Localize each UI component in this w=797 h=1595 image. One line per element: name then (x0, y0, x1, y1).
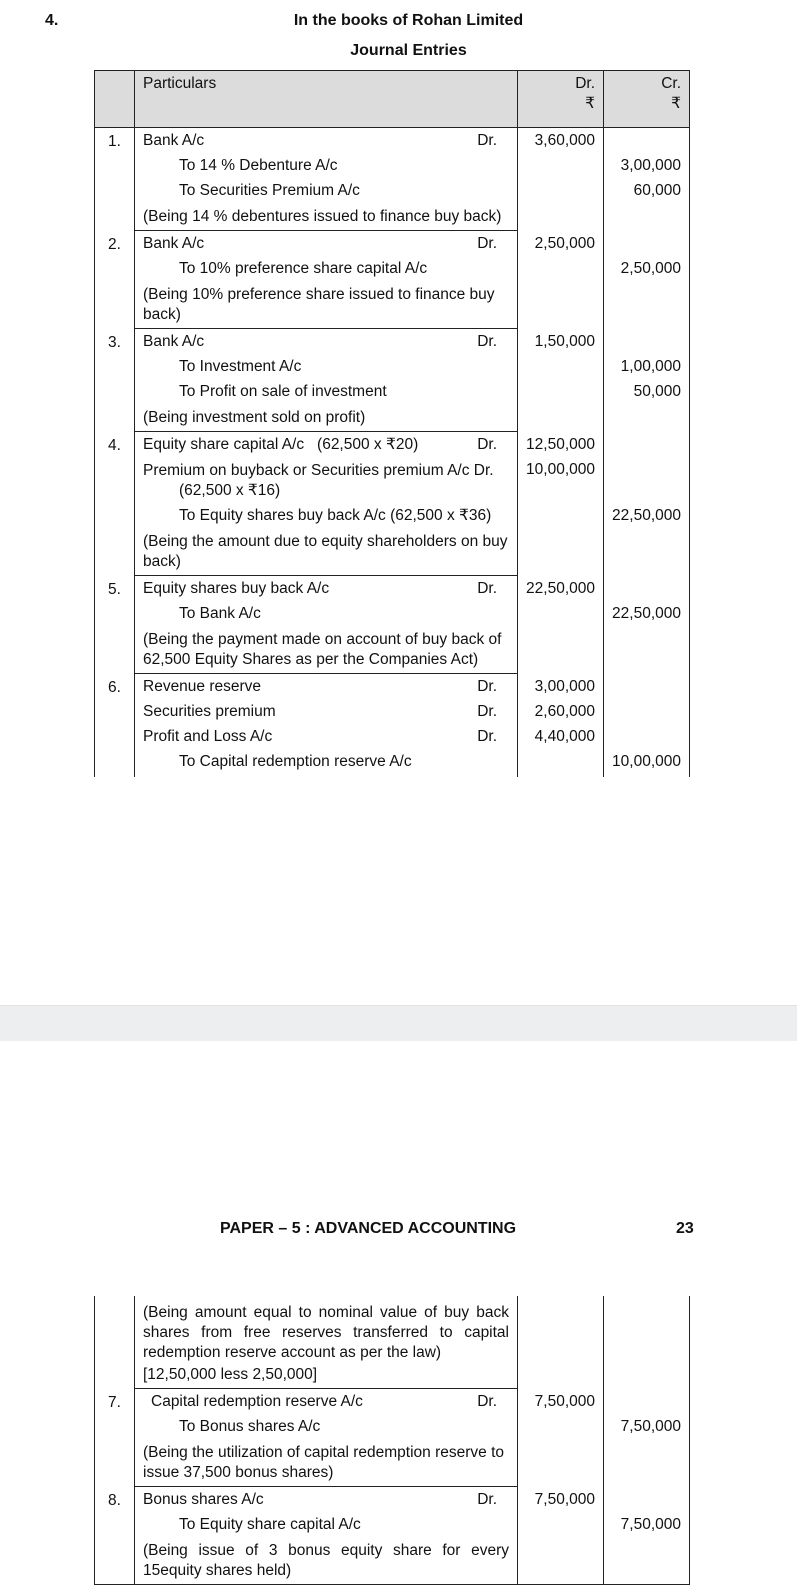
debit-amounts: 3,00,000 2,60,000 4,40,000 (518, 674, 604, 778)
entry-particulars (135, 1389, 518, 1487)
journal-entry (95, 329, 690, 432)
entry-number: 3. (95, 329, 135, 432)
credit-amounts (604, 1296, 690, 1389)
cr-header: Cr. ₹ (604, 71, 690, 128)
narration: (Being investment sold on profit) (143, 409, 366, 426)
credit-account: To Profit on sale of investment (179, 383, 387, 400)
narration: (Being 10% preference share issued to finance buy back) (143, 286, 495, 323)
credit-account: To Capital redemption reserve A/c (179, 753, 412, 770)
debit-amounts: 7,50,000 (518, 1487, 604, 1585)
debit-amounts: 3,60,000 (518, 128, 604, 231)
dr-mark: Dr. (477, 132, 497, 149)
debit-account: Bank A/c (143, 235, 205, 252)
entry-number: 7. (95, 1389, 135, 1487)
journal-entry (95, 1487, 690, 1585)
dr-mark: Dr. (477, 1393, 497, 1410)
entry-number: 4. (95, 432, 135, 576)
debit-account: Bank A/c (143, 333, 205, 350)
credit-amounts: 3,00,000 60,000 (604, 128, 690, 231)
dr-header: Dr. ₹ (518, 71, 604, 128)
credit-amounts: 7,50,000 (604, 1389, 690, 1487)
narration: (Being amount equal to nominal value of buy back shares from free reserves transferred to capital redemption reserve account as per the law) (143, 1304, 509, 1361)
dr-mark: Dr. (477, 678, 497, 695)
debit-amounts: 12,50,000 10,00,000 (518, 432, 604, 576)
entry-particulars (135, 329, 518, 432)
credit-account: To Bonus shares A/c (179, 1418, 321, 1435)
dr-mark: Dr. (477, 728, 497, 745)
narration: (Being the utilization of capital redemption reserve to issue 37,500 bonus shares) (143, 1444, 505, 1481)
entry-number: 8. (95, 1487, 135, 1585)
entry-number: 6. (95, 674, 135, 778)
entry-number: 2. (95, 231, 135, 329)
page-header-title: PAPER – 5 : ADVANCED ACCOUNTING (220, 1220, 517, 1237)
entry-particulars (135, 128, 518, 231)
credit-account: To Equity share capital A/c (179, 1516, 361, 1533)
entry-particulars (135, 432, 518, 576)
dr-mark: Dr. (477, 333, 497, 350)
debit-account: Securities premium (143, 703, 276, 720)
entry-particulars (135, 576, 518, 674)
credit-account: To Securities Premium A/c (179, 182, 360, 199)
table-header (95, 71, 690, 128)
credit-account: To Investment A/c (179, 358, 302, 375)
entry-particulars (135, 1296, 518, 1389)
dr-mark: Dr. (477, 1491, 497, 1508)
question-number: 4. (45, 12, 59, 29)
debit-account: Revenue reserve (143, 678, 262, 695)
narration-extra: [12,50,000 less 2,50,000] (143, 1366, 318, 1383)
journal-entry-continued (95, 1296, 690, 1389)
dr-mark: Dr. (477, 703, 497, 720)
book-heading: In the books of Rohan Limited (293, 12, 524, 29)
journal-table-page1 (94, 70, 690, 777)
credit-amounts: 22,50,000 (604, 576, 690, 674)
particulars-header: Particulars (135, 71, 518, 128)
narration: (Being the amount due to equity shareholders on buy back) (143, 533, 508, 570)
journal-table-page2 (94, 1296, 690, 1585)
journal-entry (95, 674, 690, 778)
entry-number: 1. (95, 128, 135, 231)
page-number: 23 (676, 1220, 694, 1237)
entry-particulars (135, 674, 518, 778)
debit-account-detail: (62,500 x ₹16) (179, 482, 281, 499)
debit-account: Premium on buyback or Securities premium A/c Dr. (143, 462, 494, 479)
credit-amounts: 1,00,000 50,000 (604, 329, 690, 432)
page-break (0, 1005, 797, 1041)
entry-number-blank (95, 1296, 135, 1389)
entry-number: 5. (95, 576, 135, 674)
debit-account: Equity share capital A/c (62,500 x ₹20) (143, 436, 419, 453)
debit-account: Bonus shares A/c (143, 1491, 264, 1508)
debit-account: Equity shares buy back A/c (143, 580, 330, 597)
credit-account: To Equity shares buy back A/c (62,500 x ₹36) (179, 507, 492, 524)
dr-mark: Dr. (477, 436, 497, 453)
credit-account: To 10% preference share capital A/c (179, 260, 428, 277)
journal-entry (95, 576, 690, 674)
entry-particulars (135, 231, 518, 329)
debit-amounts: 22,50,000 (518, 576, 604, 674)
credit-amounts: 2,50,000 (604, 231, 690, 329)
journal-entry (95, 231, 690, 329)
debit-account: Capital redemption reserve A/c (151, 1393, 363, 1410)
dr-mark: Dr. (477, 580, 497, 597)
journal-subheading: Journal Entries (350, 42, 467, 59)
journal-entry (95, 1389, 690, 1487)
journal-entry (95, 432, 690, 576)
journal-entry (95, 128, 690, 231)
credit-account: To Bank A/c (179, 605, 261, 622)
credit-account: To 14 % Debenture A/c (179, 157, 338, 174)
entry-particulars (135, 1487, 518, 1585)
debit-amounts: 7,50,000 (518, 1389, 604, 1487)
debit-account: Bank A/c (143, 132, 205, 149)
credit-amounts: 22,50,000 (604, 432, 690, 576)
debit-amounts: 1,50,000 (518, 329, 604, 432)
credit-amounts: 10,00,000 (604, 674, 690, 778)
narration: (Being 14 % debentures issued to finance buy back) (143, 208, 502, 225)
credit-amounts: 7,50,000 (604, 1487, 690, 1585)
debit-amounts: 2,50,000 (518, 231, 604, 329)
no-header (95, 71, 135, 128)
dr-mark: Dr. (477, 235, 497, 252)
narration: (Being the payment made on account of buy back of 62,500 Equity Shares as per the Companies Act) (143, 631, 502, 668)
debit-account: Profit and Loss A/c (143, 728, 273, 745)
narration: (Being issue of 3 bonus equity share for every 15equity shares held) (143, 1542, 509, 1579)
debit-amounts (518, 1296, 604, 1389)
